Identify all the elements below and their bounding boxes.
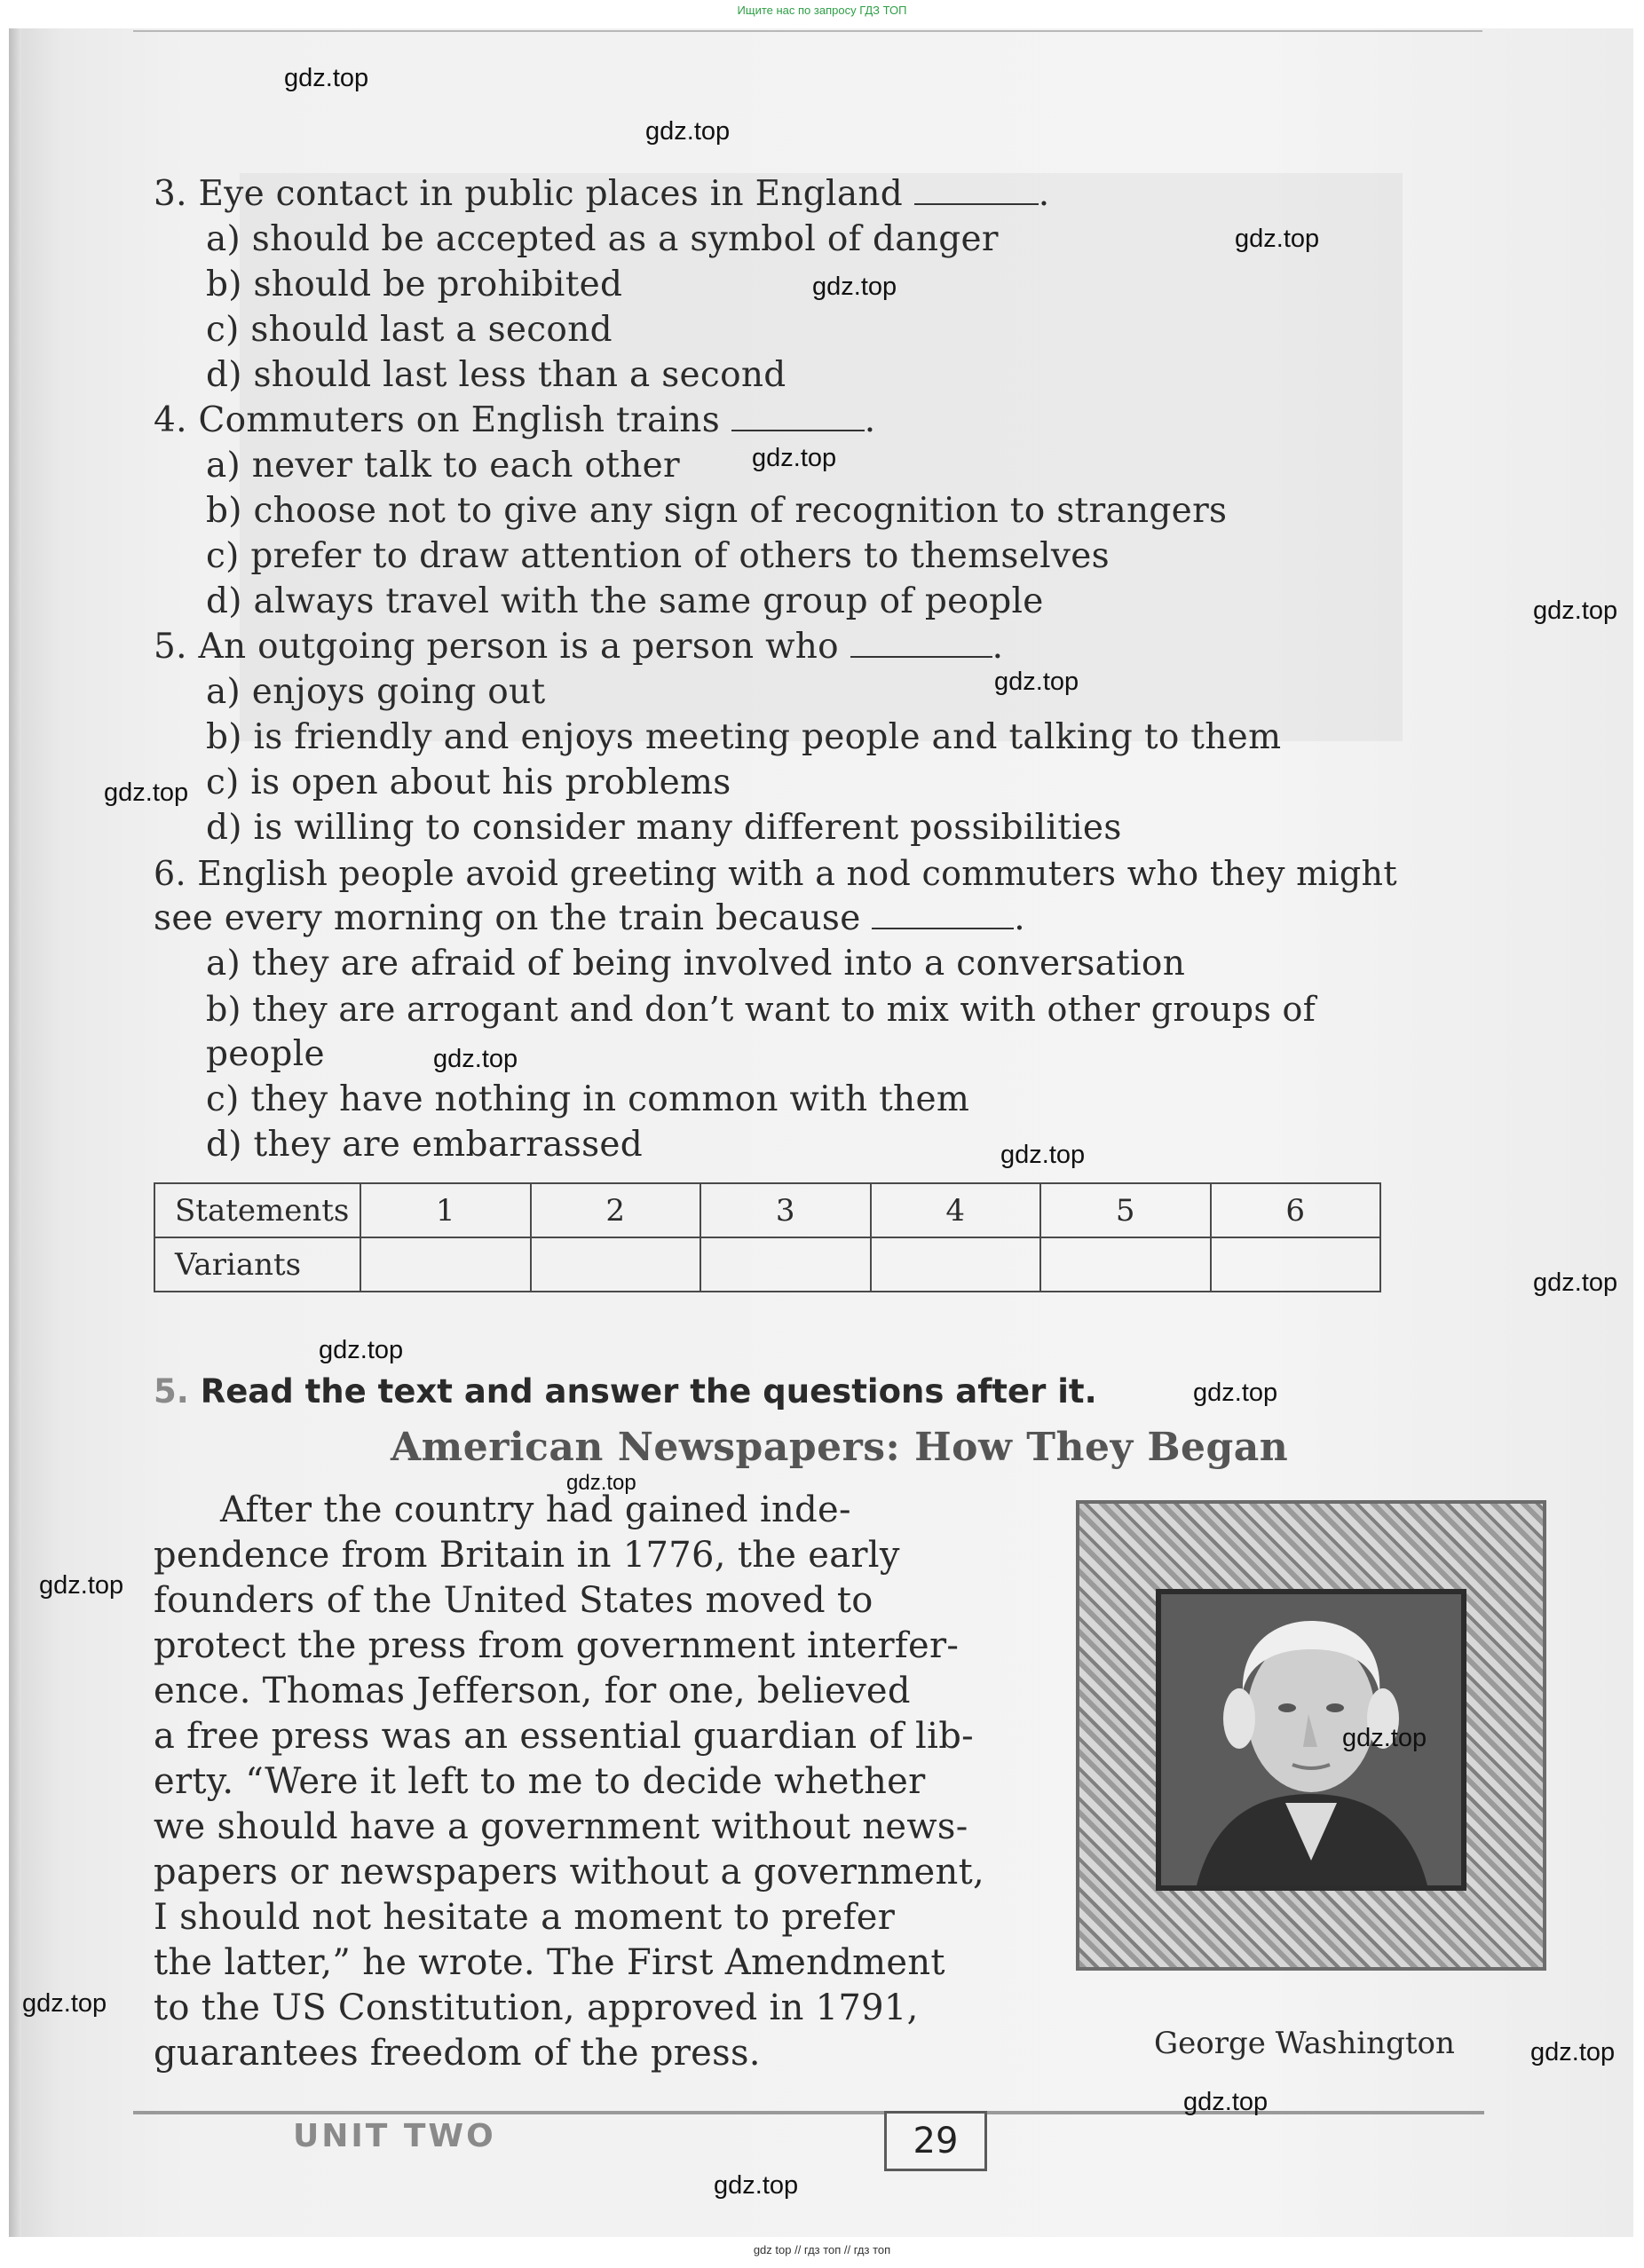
watermark: gdz.top xyxy=(994,668,1079,696)
answer-cell[interactable] xyxy=(1211,1237,1381,1292)
watermark: gdz.top xyxy=(645,117,731,146)
article-line: we should have a government without news- xyxy=(154,1806,968,1847)
column-header: 4 xyxy=(871,1183,1041,1237)
answer-cell[interactable] xyxy=(1040,1237,1211,1292)
q3-option-c: c) should last a second xyxy=(206,310,613,350)
watermark: gdz.top xyxy=(812,273,897,301)
q5-option-a: a) enjoys going out xyxy=(206,672,546,712)
question-3-stem: 3. Eye contact in public places in England . xyxy=(154,174,1050,214)
article-line: the latter,” he wrote. The First Amendment xyxy=(154,1942,945,1983)
answer-cell[interactable] xyxy=(871,1237,1041,1292)
watermark: gdz.top xyxy=(39,1571,124,1600)
watermark: gdz.top xyxy=(566,1471,636,1495)
q3-option-b: b) should be prohibited xyxy=(206,265,623,304)
q4-option-b: b) choose not to give any sign of recognition to strangers xyxy=(206,491,1228,531)
article-line: papers or newspapers without a government, xyxy=(154,1852,984,1893)
page-top-rule xyxy=(133,30,1482,32)
watermark: gdz.top xyxy=(1193,1379,1278,1407)
article-line: to the US Constitution, approved in 1791, xyxy=(154,1987,919,2028)
watermark: gdz.top xyxy=(714,2171,799,2200)
answer-blank xyxy=(872,901,1014,929)
watermark: gdz.top xyxy=(1183,2088,1269,2116)
q4-option-a: a) never talk to each other xyxy=(206,446,680,486)
article-line: guarantees freedom of the press. xyxy=(154,2033,761,2074)
article-line: founders of the United States moved to xyxy=(154,1580,873,1621)
table-row xyxy=(154,1183,1380,1237)
article-line: erty. “Were it left to me to decide whether xyxy=(154,1761,926,1802)
q6-option-b: b) they are arrogant and don’t want to mix with other groups of xyxy=(206,990,1316,1029)
bottom-banner: gdz top // гдз топ // гдз топ xyxy=(753,2243,891,2256)
column-header: 5 xyxy=(1040,1183,1211,1237)
watermark: gdz.top xyxy=(104,778,189,807)
task-number: 5. xyxy=(154,1372,189,1411)
article-line: ence. Thomas Jefferson, for one, believed xyxy=(154,1671,911,1711)
q6-option-a: a) they are afraid of being involved into a conversation xyxy=(206,944,1186,984)
article-line: After the country had gained inde- xyxy=(220,1490,851,1530)
q6-option-d: d) they are embarrassed xyxy=(206,1125,644,1165)
watermark: gdz.top xyxy=(319,1336,404,1364)
answer-cell[interactable] xyxy=(531,1237,701,1292)
portrait-caption: George Washington xyxy=(1154,2026,1455,2061)
article-line: protect the press from government interfer- xyxy=(154,1625,960,1666)
watermark: gdz.top xyxy=(1235,225,1320,253)
answer-blank xyxy=(914,177,1039,205)
watermark: gdz.top xyxy=(1000,1141,1086,1169)
answer-blank xyxy=(731,403,865,431)
article-line: a free press was an essential guardian of lib- xyxy=(154,1716,974,1757)
question-4-stem: 4. Commuters on English trains . xyxy=(154,400,876,440)
footer-rule xyxy=(133,2111,886,2114)
top-banner: Ищите нас по запросу ГДЗ ТОП xyxy=(737,4,907,17)
task-heading xyxy=(154,1372,1097,1411)
watermark: gdz.top xyxy=(1533,1268,1618,1297)
statements-label: Statements xyxy=(154,1183,360,1237)
question-5-stem: 5. An outgoing person is a person who . xyxy=(154,627,1004,667)
table-row xyxy=(154,1237,1380,1292)
answer-blank xyxy=(850,629,992,658)
q4-option-d: d) always travel with the same group of people xyxy=(206,581,1044,621)
answer-cell[interactable] xyxy=(700,1237,871,1292)
q3-option-d: d) should last less than a second xyxy=(206,355,786,395)
page-binding-edge xyxy=(9,28,21,2237)
q3-option-a: a) should be accepted as a symbol of danger xyxy=(206,219,999,259)
article-line: I should not hesitate a moment to prefer xyxy=(154,1897,896,1938)
question-6-stem-line2: see every morning on the train because . xyxy=(154,898,1025,938)
watermark: gdz.top xyxy=(284,64,369,92)
column-header: 3 xyxy=(700,1183,871,1237)
question-6-stem-line1: 6. English people avoid greeting with a nod commuters who they might xyxy=(154,854,1397,893)
article-line: pendence from Britain in 1776, the early xyxy=(154,1535,900,1576)
task-instruction: Read the text and answer the questions after it. xyxy=(200,1372,1097,1411)
variants-label: Variants xyxy=(154,1237,360,1292)
column-header: 6 xyxy=(1211,1183,1381,1237)
watermark: gdz.top xyxy=(752,444,837,472)
q5-option-d: d) is willing to consider many different possibilities xyxy=(206,808,1122,848)
q6-option-b-cont: people xyxy=(206,1034,325,1074)
q5-option-c: c) is open about his problems xyxy=(206,763,731,802)
q4-option-c: c) prefer to draw attention of others to themselves xyxy=(206,536,1110,576)
answer-table xyxy=(154,1182,1381,1292)
portrait-frame xyxy=(1076,1500,1546,1971)
column-header: 1 xyxy=(360,1183,531,1237)
watermark: gdz.top xyxy=(1342,1724,1427,1752)
column-header: 2 xyxy=(531,1183,701,1237)
answer-cell[interactable] xyxy=(360,1237,531,1292)
watermark: gdz.top xyxy=(433,1045,518,1073)
unit-label: UNIT TWO xyxy=(293,2118,496,2154)
watermark: gdz.top xyxy=(1530,2038,1616,2066)
q5-option-b: b) is friendly and enjoys meeting people and talking to them xyxy=(206,717,1282,757)
watermark: gdz.top xyxy=(1533,597,1618,625)
watermark: gdz.top xyxy=(22,1989,107,2018)
article-title: American Newspapers: How They Began xyxy=(391,1425,1289,1470)
q6-option-c: c) they have nothing in common with them xyxy=(206,1079,970,1119)
page-number: 29 xyxy=(884,2111,987,2171)
